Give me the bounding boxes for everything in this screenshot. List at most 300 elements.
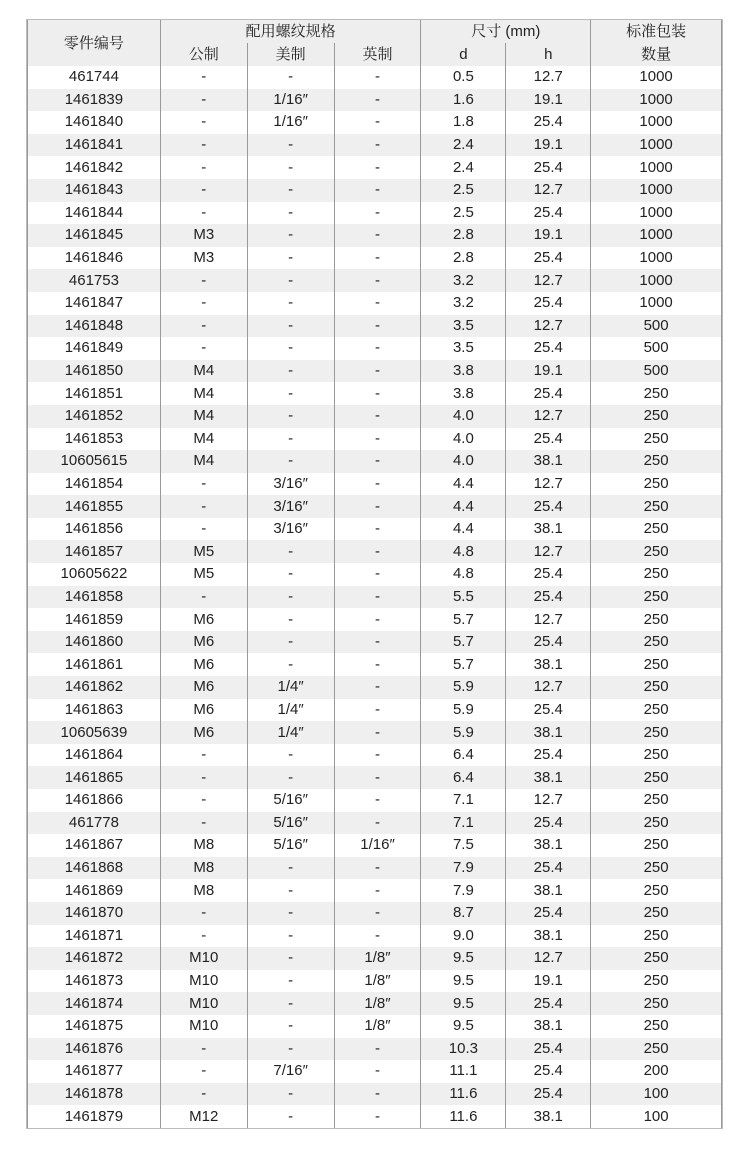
- header-pack-qty: [591, 20, 722, 66]
- cell-pack-qty: 250: [591, 676, 722, 699]
- cell-part-no: 1461873: [28, 970, 161, 993]
- cell-us: 1/4″: [247, 676, 334, 699]
- cell-d: 11.6: [421, 1105, 506, 1128]
- cell-pack-qty: 1000: [591, 89, 722, 112]
- table-row: [28, 925, 722, 948]
- cell-metric: M5: [160, 540, 247, 563]
- table-row: [28, 992, 722, 1015]
- cell-pack-qty: 250: [591, 834, 722, 857]
- cell-pack-qty: 250: [591, 540, 722, 563]
- cell-metric: -: [160, 89, 247, 112]
- table-row: [28, 518, 722, 541]
- cell-metric: -: [160, 202, 247, 225]
- cell-pack-qty: 250: [591, 857, 722, 880]
- cell-imperial: -: [334, 586, 421, 609]
- cell-pack-qty: 100: [591, 1105, 722, 1128]
- cell-us: -: [247, 337, 334, 360]
- cell-part-no: 1461839: [28, 89, 161, 112]
- cell-part-no: 1461879: [28, 1105, 161, 1128]
- cell-metric: M8: [160, 879, 247, 902]
- table-row: [28, 1083, 722, 1106]
- cell-d: 3.8: [421, 382, 506, 405]
- cell-part-no: 1461865: [28, 766, 161, 789]
- cell-h: 25.4: [506, 1038, 591, 1061]
- cell-us: 1/4″: [247, 721, 334, 744]
- cell-us: -: [247, 608, 334, 631]
- cell-imperial: -: [334, 1105, 421, 1128]
- cell-metric: M6: [160, 676, 247, 699]
- cell-d: 3.2: [421, 292, 506, 315]
- cell-d: 5.7: [421, 631, 506, 654]
- cell-part-no: 1461862: [28, 676, 161, 699]
- table-row: [28, 1015, 722, 1038]
- cell-us: -: [247, 382, 334, 405]
- table-row: [28, 947, 722, 970]
- cell-us: -: [247, 1015, 334, 1038]
- cell-pack-qty: 250: [591, 970, 722, 993]
- cell-us: -: [247, 1083, 334, 1106]
- cell-us: -: [247, 405, 334, 428]
- cell-pack-qty: 1000: [591, 247, 722, 270]
- header-thread-spec: 配用螺纹规格: [160, 20, 421, 43]
- cell-h: 12.7: [506, 789, 591, 812]
- cell-pack-qty: 250: [591, 631, 722, 654]
- cell-us: -: [247, 179, 334, 202]
- cell-h: 12.7: [506, 179, 591, 202]
- cell-imperial: 1/8″: [334, 947, 421, 970]
- cell-d: 4.0: [421, 405, 506, 428]
- cell-pack-qty: 1000: [591, 202, 722, 225]
- cell-pack-qty: 250: [591, 586, 722, 609]
- cell-imperial: -: [334, 111, 421, 134]
- cell-pack-qty: 250: [591, 382, 722, 405]
- cell-pack-qty: 250: [591, 495, 722, 518]
- cell-us: 5/16″: [247, 834, 334, 857]
- cell-d: 6.4: [421, 744, 506, 767]
- cell-h: 25.4: [506, 202, 591, 225]
- cell-part-no: 461778: [28, 812, 161, 835]
- cell-h: 38.1: [506, 925, 591, 948]
- cell-metric: M6: [160, 631, 247, 654]
- cell-metric: M6: [160, 721, 247, 744]
- cell-us: -: [247, 428, 334, 451]
- cell-h: 25.4: [506, 337, 591, 360]
- table-row: [28, 789, 722, 812]
- cell-imperial: -: [334, 450, 421, 473]
- table-row: [28, 179, 722, 202]
- table-row: [28, 1038, 722, 1061]
- cell-h: 38.1: [506, 879, 591, 902]
- cell-h: 38.1: [506, 766, 591, 789]
- cell-d: 10.3: [421, 1038, 506, 1061]
- cell-h: 25.4: [506, 111, 591, 134]
- cell-metric: M4: [160, 405, 247, 428]
- cell-pack-qty: 250: [591, 653, 722, 676]
- cell-part-no: 1461876: [28, 1038, 161, 1061]
- cell-h: 38.1: [506, 450, 591, 473]
- cell-d: 1.6: [421, 89, 506, 112]
- cell-us: -: [247, 450, 334, 473]
- cell-metric: -: [160, 586, 247, 609]
- cell-imperial: -: [334, 428, 421, 451]
- table-row: [28, 857, 722, 880]
- cell-metric: M6: [160, 653, 247, 676]
- cell-h: 12.7: [506, 269, 591, 292]
- cell-d: 8.7: [421, 902, 506, 925]
- cell-metric: M10: [160, 1015, 247, 1038]
- cell-part-no: 10605615: [28, 450, 161, 473]
- table-row: [28, 676, 722, 699]
- table-row: [28, 721, 722, 744]
- table-row: [28, 902, 722, 925]
- cell-d: 2.5: [421, 202, 506, 225]
- cell-metric: -: [160, 495, 247, 518]
- cell-metric: M6: [160, 699, 247, 722]
- cell-pack-qty: 1000: [591, 156, 722, 179]
- cell-d: 5.9: [421, 721, 506, 744]
- cell-metric: -: [160, 156, 247, 179]
- cell-d: 9.5: [421, 970, 506, 993]
- cell-us: -: [247, 879, 334, 902]
- cell-pack-qty: 250: [591, 766, 722, 789]
- cell-imperial: 1/8″: [334, 970, 421, 993]
- table-row: [28, 315, 722, 338]
- cell-h: 12.7: [506, 676, 591, 699]
- cell-part-no: 1461869: [28, 879, 161, 902]
- cell-part-no: 1461872: [28, 947, 161, 970]
- header-size: 尺寸 (mm): [421, 20, 591, 43]
- cell-imperial: -: [334, 382, 421, 405]
- table-row: [28, 337, 722, 360]
- table-row: [28, 653, 722, 676]
- cell-pack-qty: 250: [591, 992, 722, 1015]
- cell-h: 25.4: [506, 992, 591, 1015]
- cell-imperial: -: [334, 925, 421, 948]
- header-us: 美制: [247, 43, 334, 66]
- cell-d: 4.4: [421, 473, 506, 496]
- cell-h: 12.7: [506, 540, 591, 563]
- cell-d: 9.5: [421, 1015, 506, 1038]
- cell-metric: -: [160, 315, 247, 338]
- cell-d: 9.5: [421, 992, 506, 1015]
- cell-metric: -: [160, 134, 247, 157]
- cell-metric: -: [160, 1038, 247, 1061]
- cell-metric: -: [160, 66, 247, 89]
- cell-pack-qty: 250: [591, 902, 722, 925]
- table-row: [28, 744, 722, 767]
- cell-metric: -: [160, 812, 247, 835]
- cell-part-no: 1461849: [28, 337, 161, 360]
- cell-d: 11.1: [421, 1060, 506, 1083]
- cell-h: 12.7: [506, 947, 591, 970]
- cell-us: -: [247, 269, 334, 292]
- cell-d: 3.8: [421, 360, 506, 383]
- cell-pack-qty: 1000: [591, 66, 722, 89]
- cell-us: -: [247, 992, 334, 1015]
- cell-d: 5.9: [421, 676, 506, 699]
- cell-part-no: 1461878: [28, 1083, 161, 1106]
- header-d: d: [421, 43, 506, 66]
- cell-part-no: 1461870: [28, 902, 161, 925]
- cell-d: 4.4: [421, 495, 506, 518]
- cell-d: 3.2: [421, 269, 506, 292]
- cell-imperial: -: [334, 202, 421, 225]
- cell-us: -: [247, 947, 334, 970]
- cell-us: -: [247, 156, 334, 179]
- table-row: [28, 586, 722, 609]
- cell-imperial: -: [334, 156, 421, 179]
- cell-us: -: [247, 540, 334, 563]
- cell-pack-qty: 250: [591, 812, 722, 835]
- cell-h: 25.4: [506, 699, 591, 722]
- cell-metric: M3: [160, 247, 247, 270]
- cell-h: 25.4: [506, 563, 591, 586]
- cell-h: 19.1: [506, 89, 591, 112]
- cell-us: -: [247, 970, 334, 993]
- cell-h: 38.1: [506, 518, 591, 541]
- cell-pack-qty: 500: [591, 315, 722, 338]
- cell-imperial: -: [334, 563, 421, 586]
- cell-pack-qty: 1000: [591, 224, 722, 247]
- cell-h: 25.4: [506, 292, 591, 315]
- cell-pack-qty: 250: [591, 1015, 722, 1038]
- cell-part-no: 1461860: [28, 631, 161, 654]
- cell-imperial: -: [334, 857, 421, 880]
- cell-us: -: [247, 653, 334, 676]
- cell-imperial: -: [334, 269, 421, 292]
- cell-metric: -: [160, 269, 247, 292]
- cell-d: 7.1: [421, 789, 506, 812]
- cell-pack-qty: 1000: [591, 269, 722, 292]
- table-row: [28, 202, 722, 225]
- cell-metric: -: [160, 111, 247, 134]
- cell-part-no: 1461874: [28, 992, 161, 1015]
- cell-pack-qty: 250: [591, 1038, 722, 1061]
- cell-d: 7.9: [421, 879, 506, 902]
- header-metric: 公制: [160, 43, 247, 66]
- cell-part-no: 1461857: [28, 540, 161, 563]
- cell-metric: -: [160, 744, 247, 767]
- cell-metric: M8: [160, 834, 247, 857]
- cell-d: 2.8: [421, 247, 506, 270]
- cell-pack-qty: 500: [591, 360, 722, 383]
- cell-h: 25.4: [506, 428, 591, 451]
- cell-h: 38.1: [506, 1105, 591, 1128]
- cell-d: 2.8: [421, 224, 506, 247]
- cell-h: 25.4: [506, 156, 591, 179]
- table-row: [28, 111, 722, 134]
- cell-h: 12.7: [506, 405, 591, 428]
- cell-us: 5/16″: [247, 812, 334, 835]
- cell-d: 4.8: [421, 563, 506, 586]
- cell-d: 5.7: [421, 608, 506, 631]
- cell-imperial: -: [334, 1038, 421, 1061]
- table-row: [28, 247, 722, 270]
- cell-pack-qty: 250: [591, 563, 722, 586]
- cell-h: 25.4: [506, 631, 591, 654]
- cell-us: -: [247, 857, 334, 880]
- cell-imperial: -: [334, 676, 421, 699]
- cell-us: -: [247, 563, 334, 586]
- cell-imperial: -: [334, 518, 421, 541]
- cell-imperial: -: [334, 66, 421, 89]
- cell-us: -: [247, 631, 334, 654]
- cell-metric: -: [160, 925, 247, 948]
- cell-us: -: [247, 1105, 334, 1128]
- cell-pack-qty: 1000: [591, 111, 722, 134]
- cell-imperial: -: [334, 292, 421, 315]
- cell-imperial: -: [334, 902, 421, 925]
- cell-h: 12.7: [506, 315, 591, 338]
- cell-imperial: -: [334, 360, 421, 383]
- table-row: [28, 89, 722, 112]
- cell-us: -: [247, 315, 334, 338]
- cell-us: -: [247, 202, 334, 225]
- cell-d: 11.6: [421, 1083, 506, 1106]
- cell-h: 12.7: [506, 66, 591, 89]
- cell-metric: -: [160, 473, 247, 496]
- cell-part-no: 1461846: [28, 247, 161, 270]
- cell-pack-qty: 200: [591, 1060, 722, 1083]
- cell-us: -: [247, 134, 334, 157]
- cell-h: 25.4: [506, 744, 591, 767]
- cell-pack-qty: 250: [591, 744, 722, 767]
- table-row: [28, 292, 722, 315]
- table-row: [28, 879, 722, 902]
- cell-d: 9.0: [421, 925, 506, 948]
- cell-metric: M6: [160, 608, 247, 631]
- cell-h: 25.4: [506, 1083, 591, 1106]
- cell-imperial: -: [334, 1060, 421, 1083]
- cell-pack-qty: 1000: [591, 134, 722, 157]
- table-row: [28, 224, 722, 247]
- cell-d: 5.9: [421, 699, 506, 722]
- cell-h: 25.4: [506, 495, 591, 518]
- table-row: [28, 563, 722, 586]
- cell-imperial: 1/8″: [334, 992, 421, 1015]
- cell-part-no: 1461866: [28, 789, 161, 812]
- cell-imperial: -: [334, 766, 421, 789]
- cell-imperial: -: [334, 721, 421, 744]
- cell-pack-qty: 250: [591, 518, 722, 541]
- cell-pack-qty: 250: [591, 925, 722, 948]
- cell-us: -: [247, 925, 334, 948]
- cell-us: -: [247, 66, 334, 89]
- table-row: [28, 450, 722, 473]
- cell-part-no: 1461859: [28, 608, 161, 631]
- cell-h: 25.4: [506, 857, 591, 880]
- cell-part-no: 1461858: [28, 586, 161, 609]
- table-row: [28, 631, 722, 654]
- cell-part-no: 1461844: [28, 202, 161, 225]
- cell-metric: -: [160, 179, 247, 202]
- cell-d: 7.1: [421, 812, 506, 835]
- table-row: [28, 134, 722, 157]
- cell-part-no: 1461848: [28, 315, 161, 338]
- cell-part-no: 1461868: [28, 857, 161, 880]
- cell-imperial: -: [334, 473, 421, 496]
- cell-part-no: 1461856: [28, 518, 161, 541]
- cell-d: 3.5: [421, 315, 506, 338]
- cell-part-no: 1461853: [28, 428, 161, 451]
- cell-d: 3.5: [421, 337, 506, 360]
- cell-metric: -: [160, 766, 247, 789]
- table-row: [28, 970, 722, 993]
- cell-part-no: 1461877: [28, 1060, 161, 1083]
- table-row: [28, 699, 722, 722]
- cell-d: 7.9: [421, 857, 506, 880]
- cell-h: 38.1: [506, 1015, 591, 1038]
- cell-imperial: -: [334, 653, 421, 676]
- cell-part-no: 1461871: [28, 925, 161, 948]
- cell-part-no: 1461847: [28, 292, 161, 315]
- cell-part-no: 1461842: [28, 156, 161, 179]
- cell-h: 25.4: [506, 247, 591, 270]
- header-part-no: 零件编号: [28, 20, 161, 66]
- cell-imperial: -: [334, 879, 421, 902]
- cell-h: 25.4: [506, 812, 591, 835]
- cell-us: -: [247, 1038, 334, 1061]
- cell-imperial: -: [334, 134, 421, 157]
- cell-us: 1/4″: [247, 699, 334, 722]
- cell-part-no: 1461841: [28, 134, 161, 157]
- cell-metric: M8: [160, 857, 247, 880]
- cell-part-no: 1461843: [28, 179, 161, 202]
- cell-part-no: 1461845: [28, 224, 161, 247]
- cell-d: 1.8: [421, 111, 506, 134]
- cell-us: 3/16″: [247, 495, 334, 518]
- cell-h: 19.1: [506, 360, 591, 383]
- cell-part-no: 461744: [28, 66, 161, 89]
- cell-h: 19.1: [506, 134, 591, 157]
- cell-pack-qty: 250: [591, 947, 722, 970]
- cell-us: 3/16″: [247, 473, 334, 496]
- table-row: [28, 766, 722, 789]
- cell-imperial: -: [334, 699, 421, 722]
- cell-metric: -: [160, 789, 247, 812]
- cell-part-no: 1461855: [28, 495, 161, 518]
- cell-part-no: 10605622: [28, 563, 161, 586]
- cell-us: -: [247, 586, 334, 609]
- cell-imperial: -: [334, 744, 421, 767]
- cell-pack-qty: 250: [591, 428, 722, 451]
- cell-part-no: 10605639: [28, 721, 161, 744]
- cell-imperial: -: [334, 608, 421, 631]
- cell-h: 19.1: [506, 224, 591, 247]
- cell-part-no: 1461864: [28, 744, 161, 767]
- cell-metric: M3: [160, 224, 247, 247]
- cell-metric: M10: [160, 947, 247, 970]
- cell-pack-qty: 250: [591, 405, 722, 428]
- cell-imperial: 1/16″: [334, 834, 421, 857]
- cell-part-no: 1461875: [28, 1015, 161, 1038]
- table-row: [28, 473, 722, 496]
- cell-d: 4.0: [421, 428, 506, 451]
- cell-us: -: [247, 224, 334, 247]
- table-row: [28, 428, 722, 451]
- cell-h: 25.4: [506, 586, 591, 609]
- table-row: [28, 608, 722, 631]
- cell-metric: -: [160, 1060, 247, 1083]
- cell-imperial: -: [334, 540, 421, 563]
- cell-imperial: -: [334, 337, 421, 360]
- cell-imperial: 1/8″: [334, 1015, 421, 1038]
- cell-part-no: 1461852: [28, 405, 161, 428]
- table-row: [28, 495, 722, 518]
- cell-us: 1/16″: [247, 89, 334, 112]
- cell-h: 25.4: [506, 382, 591, 405]
- cell-us: -: [247, 744, 334, 767]
